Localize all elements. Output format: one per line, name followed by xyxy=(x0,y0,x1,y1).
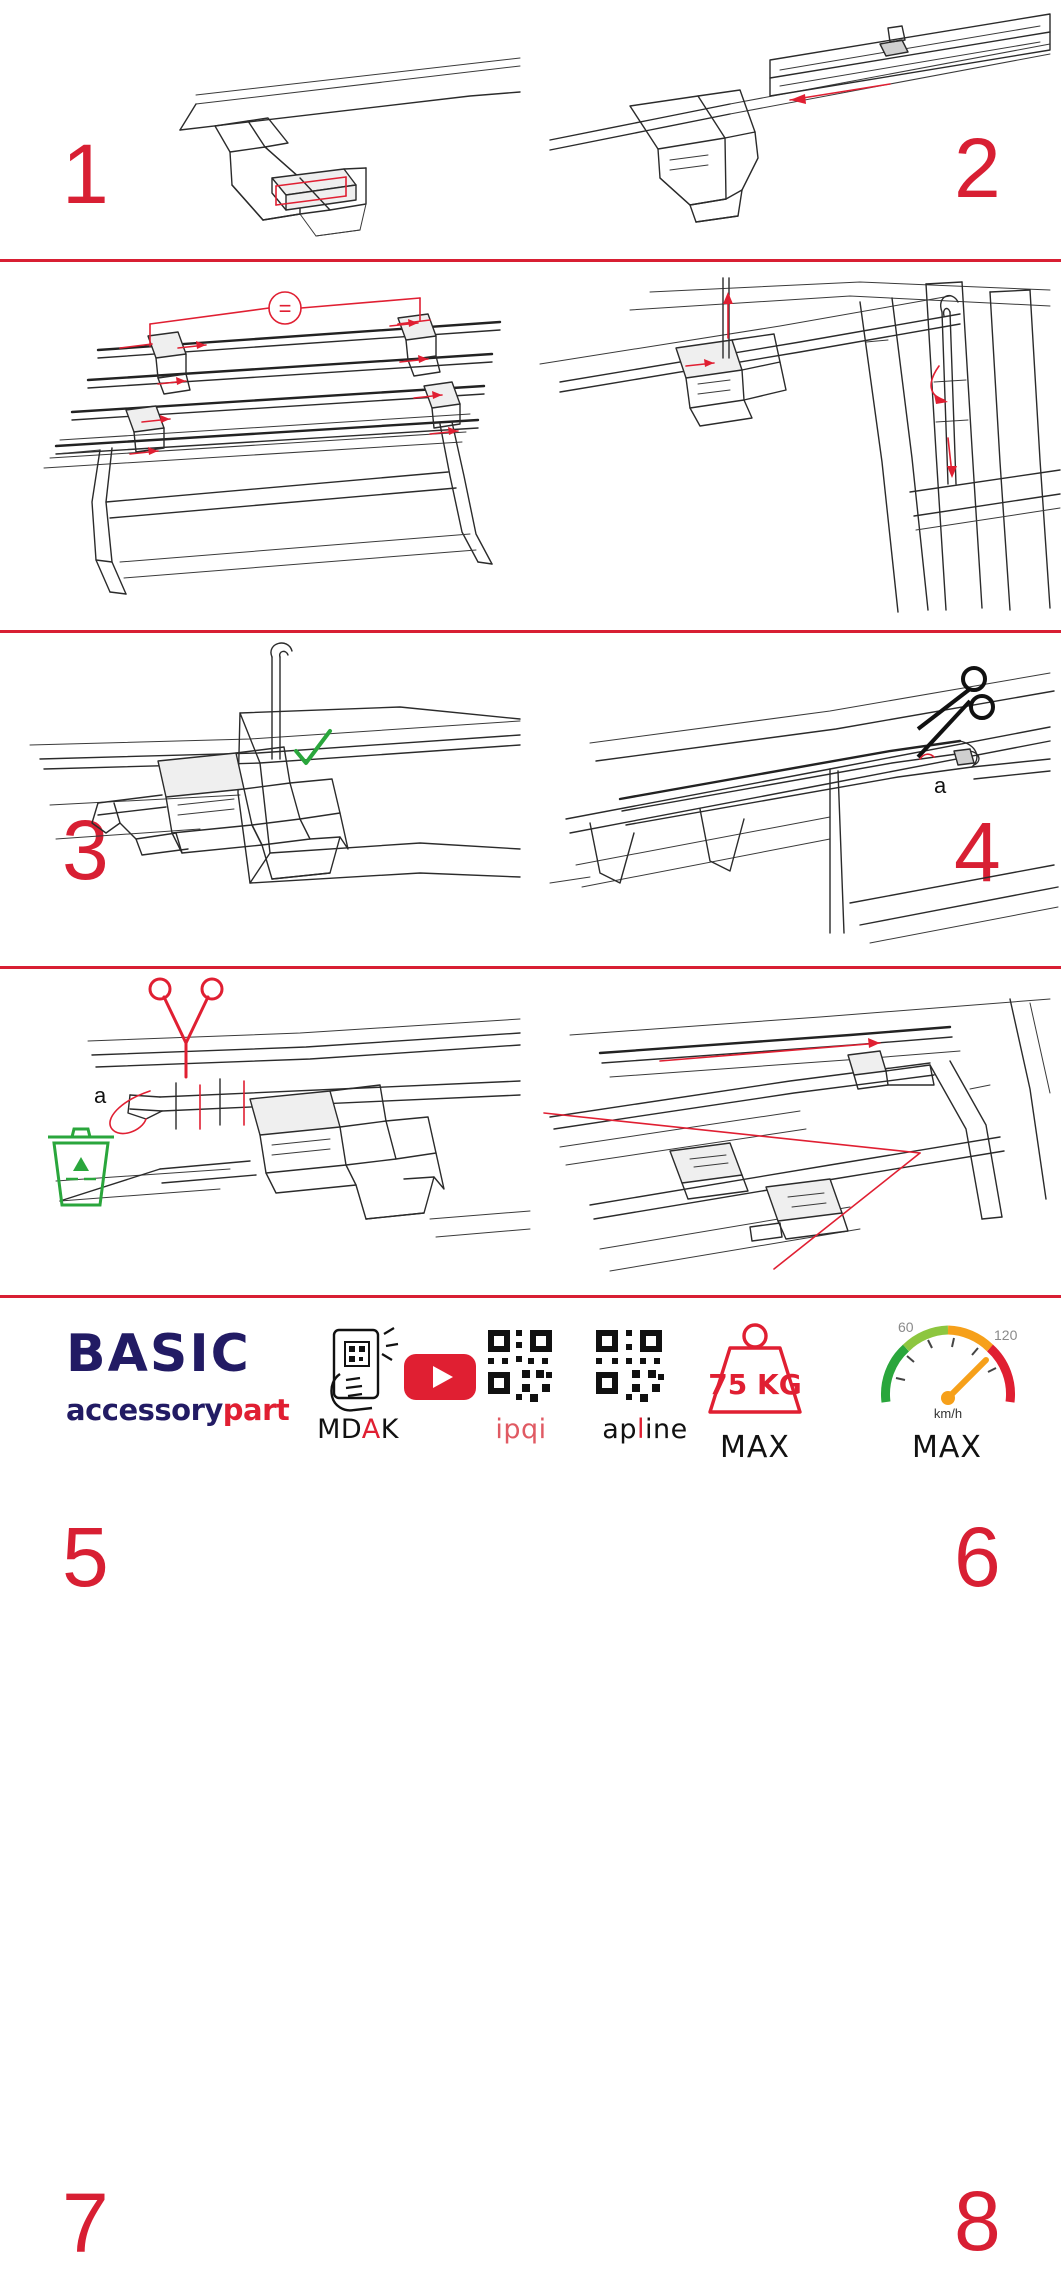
brand-block xyxy=(66,1324,290,1427)
max-speed-caption: MAX xyxy=(912,1430,982,1465)
step-3-illustration xyxy=(0,262,530,630)
step-number-7: 7 xyxy=(62,2176,107,2270)
logo-mdak-label xyxy=(288,1416,428,1443)
brand-name: BASIC xyxy=(66,1324,251,1384)
speedometer-icon xyxy=(862,1308,1032,1424)
apline-label-first: ap xyxy=(602,1414,637,1445)
mdak-label-accent: A xyxy=(361,1414,381,1445)
speed-unit: km/h xyxy=(933,1406,963,1421)
apline-label-last: ine xyxy=(644,1414,688,1445)
callout-label-a-step6: a xyxy=(934,773,947,798)
max-load-caption: MAX xyxy=(720,1430,790,1465)
row-divider-4 xyxy=(0,1295,1061,1298)
logo-ipqi xyxy=(466,1322,576,1443)
step-panel-3 xyxy=(0,262,530,897)
max-load-value: 75 KG xyxy=(708,1368,802,1401)
step-number-8: 8 xyxy=(954,2174,999,2268)
equal-symbol: = xyxy=(278,296,292,321)
brand-subtitle-second: part xyxy=(222,1393,290,1427)
step-panel-4 xyxy=(530,262,1061,899)
footer-bar xyxy=(0,1300,1061,1500)
step-number-4: 4 xyxy=(954,805,999,899)
speed-tick-high: 120 xyxy=(994,1327,1018,1343)
step-panel-1 xyxy=(0,0,530,259)
mdak-label-last: K xyxy=(380,1414,399,1445)
max-load-block xyxy=(660,1312,850,1465)
brand-subtitle-first: accessory xyxy=(66,1393,223,1427)
apline-label-accent: l xyxy=(636,1414,645,1445)
step-8-illustration xyxy=(530,969,1061,1295)
logo-ipqi-label: ipqi xyxy=(495,1414,547,1445)
weight-icon xyxy=(660,1312,850,1424)
step-number-5: 5 xyxy=(62,1510,107,1604)
step-number-3: 3 xyxy=(62,803,107,897)
brand-subtitle xyxy=(66,1393,290,1427)
step-7-illustration xyxy=(0,969,530,1295)
step-number-6: 6 xyxy=(954,1510,999,1604)
step-5-illustration xyxy=(0,633,530,966)
step-6-illustration xyxy=(530,633,1061,966)
step-panel-2 xyxy=(530,0,1061,259)
mdak-label-first: MD xyxy=(317,1414,362,1445)
callout-label-a-step7: a xyxy=(94,1083,107,1108)
speed-tick-low: 60 xyxy=(898,1319,914,1335)
max-speed-block xyxy=(862,1308,1032,1465)
step-4-illustration xyxy=(530,262,1061,630)
step-number-2: 2 xyxy=(954,121,999,215)
step-number-1: 1 xyxy=(62,127,107,221)
qr-code-icon xyxy=(466,1322,576,1416)
